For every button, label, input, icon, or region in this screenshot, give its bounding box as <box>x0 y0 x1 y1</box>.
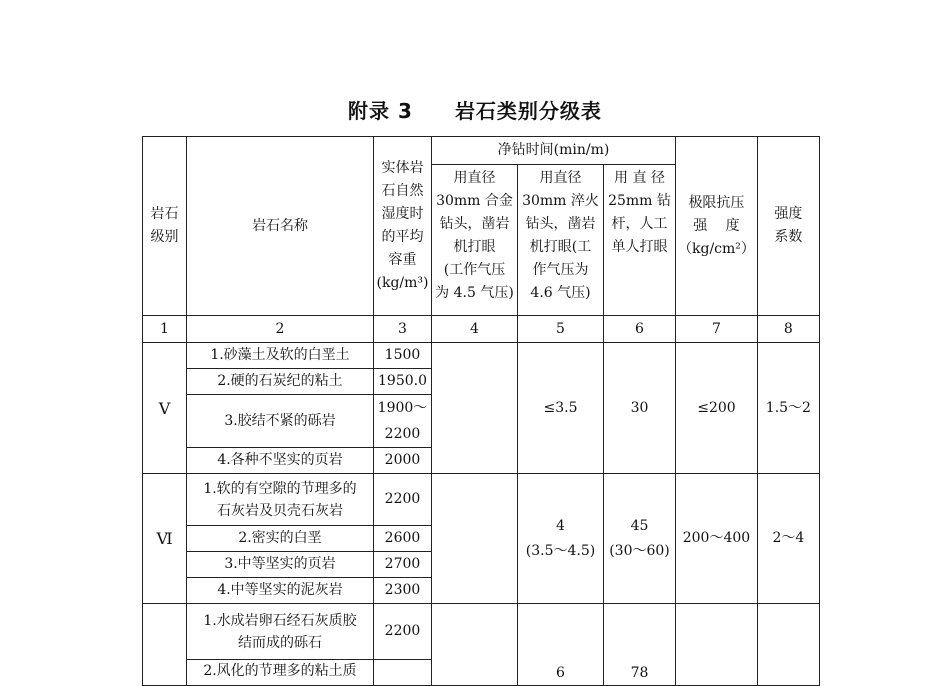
colnum-6: 6 <box>604 316 676 343</box>
rock-name: 2.密实的白垩 <box>187 526 374 552</box>
header-strength: 极限抗压 强 度 （kg/cm²） <box>676 137 758 316</box>
colnum-3: 3 <box>374 316 432 343</box>
coefficient-value: 1.5～2 <box>757 343 819 474</box>
drill-c-value: 78 <box>604 604 676 686</box>
density-value: 1900～ 2200 <box>374 395 432 448</box>
header-drill-b: 用直径 30mm 淬火 钻头，凿岩 机打眼(工 作气压为 4.6 气压) <box>518 165 604 316</box>
rock-name: 4.中等坚实的泥灰岩 <box>187 578 374 604</box>
colnum-4: 4 <box>432 316 518 343</box>
rock-name: 2.风化的节理多的粘土质 <box>187 660 374 686</box>
rock-name: 4.各种不坚实的页岩 <box>187 448 374 474</box>
strength-value: 200～400 <box>676 474 758 604</box>
drill-c-value: 45 (30～60) <box>604 474 676 604</box>
drill-b-value: 4 (3.5～4.5) <box>518 474 604 604</box>
strength-value: ≤200 <box>676 343 758 474</box>
drill-a-value <box>432 604 518 686</box>
column-number-row <box>143 316 820 343</box>
appendix-title: 岩石类别分级表 <box>454 99 602 123</box>
header-density: 实体岩 石自然 湿度时 的平均 容重 (kg/m³) <box>374 137 432 316</box>
density-value: 2700 <box>374 552 432 578</box>
colnum-8: 8 <box>757 316 819 343</box>
header-drill-c: 用 直 径 25mm 钻 杆，人工 单人打眼 <box>604 165 676 316</box>
strength-value <box>676 604 758 686</box>
density-value: 2600 <box>374 526 432 552</box>
rock-name: 1.软的有空隙的节理多的 石灰岩及贝壳石灰岩 <box>187 474 374 526</box>
density-value: 1950.0 <box>374 369 432 395</box>
appendix-number: 附录 3 <box>348 99 413 123</box>
colnum-5: 5 <box>518 316 604 343</box>
table-row <box>143 604 820 660</box>
colnum-1: 1 <box>143 316 187 343</box>
drill-b-value: 6 <box>518 604 604 686</box>
rock-name: 3.中等坚实的页岩 <box>187 552 374 578</box>
rock-name: 1.砂藻土及软的白垩土 <box>187 343 374 369</box>
density-value: 2300 <box>374 578 432 604</box>
density-value <box>374 660 432 686</box>
density-value: 2200 <box>374 474 432 526</box>
rock-name: 3.胶结不紧的砾岩 <box>187 395 374 448</box>
header-name: 岩石名称 <box>187 137 374 316</box>
drill-a-value <box>432 474 518 604</box>
colnum-7: 7 <box>676 316 758 343</box>
rock-classification-table <box>142 136 820 686</box>
table-row <box>143 474 820 526</box>
rock-name: 2.硬的石炭纪的粘土 <box>187 369 374 395</box>
header-grade: 岩石 级别 <box>143 137 187 316</box>
drill-c-value: 30 <box>604 343 676 474</box>
density-value: 1500 <box>374 343 432 369</box>
grade-cell <box>143 604 187 686</box>
rock-name: 1.水成岩卵石经石灰质胶 结而成的砾石 <box>187 604 374 660</box>
colnum-2: 2 <box>187 316 374 343</box>
density-value: 2200 <box>374 604 432 660</box>
coefficient-value <box>757 604 819 686</box>
coefficient-value: 2～4 <box>757 474 819 604</box>
drill-b-value: ≤3.5 <box>518 343 604 474</box>
grade-cell: Ⅴ <box>143 343 187 474</box>
header-drill-time: 净钻时间(min/m) <box>432 137 676 165</box>
density-value: 2000 <box>374 448 432 474</box>
grade-cell: Ⅵ <box>143 474 187 604</box>
drill-a-value <box>432 343 518 474</box>
header-drill-a: 用直径 30mm 合金 钻头，凿岩 机打眼 (工作气压 为 4.5 气压) <box>432 165 518 316</box>
header-coefficient: 强度 系数 <box>757 137 819 316</box>
table-row <box>143 343 820 369</box>
page-title <box>0 95 950 124</box>
